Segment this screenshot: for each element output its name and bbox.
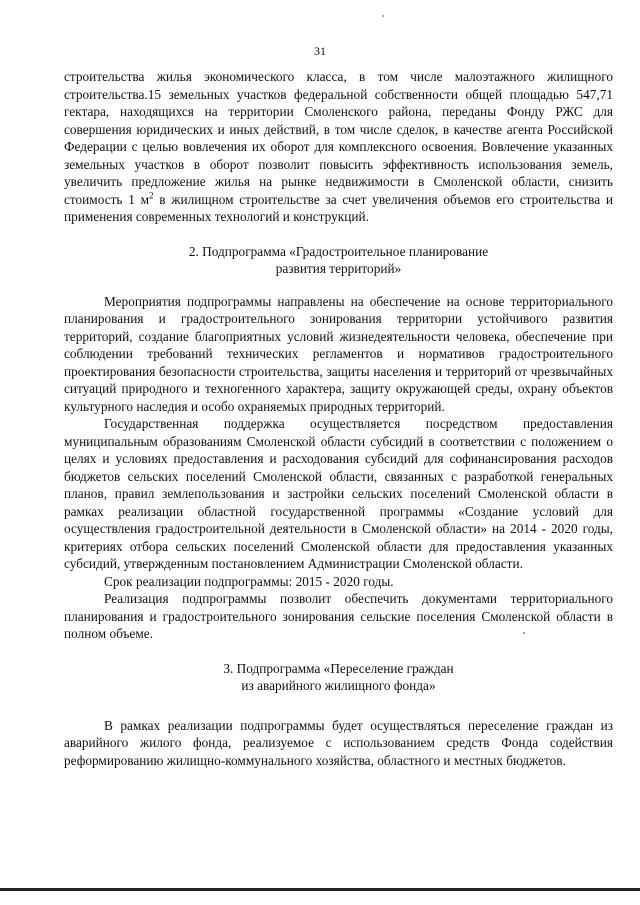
section-2-paragraph: Мероприятия подпрограммы направлены на обеспечение на основе территориального планирования и градостроительного зонирования территории устойчивого развития территорий, создание благоприятных условий жизнедеятельности человека, обеспечение при соблюдении требований технических регламентов и нормативов градостроительного проектирования безопасности строительства, защиты населения и территорий от чрезвычайных ситуаций природного и техногенного характера, защиту окружающей среды, охрану объектов культурного наследия и особо охраняемых природных территорий. [64, 293, 613, 414]
section-3-paragraph: В рамках реализации подпрограммы будет осуществляться переселение граждан из аварийного жилого фонда, реализуемое с использованием средств Фонда содействия реформированию жилищно-коммунального хозяйства, областного и местных бюджетов. [64, 717, 613, 768]
section-2-paragraph: Государственная поддержка осуществляется посредством предоставления муниципальным образованиям Смоленской области субсидий в соответствии с положением о целях и условиях предоставления и расходования субсидий для софинансирования расходов бюджетов сельских поселений Смоленской области, связанных с разработкой генеральных планов, правил землепользования и застройки сельских поселений Смоленской области в рамках реализации областной государственной программы «Создание условий для осуществления градостроительной деятельности в Смоленской области» на 2014 - 2020 годы, критериях отбора сельских поселений Смоленской области для предоставления указанных субсидий, утвержденным постановлением Администрации Смоленской области. [64, 416, 613, 571]
section-2-paragraph: Срок реализации подпрограммы: 2015 - 2020 годы. [104, 573, 394, 589]
section-2-heading [64, 243, 613, 278]
scan-speck [382, 15, 384, 17]
section-3-heading-line2: из аварийного жилищного фонда» [241, 678, 436, 693]
page-number: 31 [314, 44, 326, 58]
intro-paragraph [64, 68, 613, 226]
section-3-heading-line1: 3. Подпрограмма «Переселение граждан [223, 660, 454, 676]
page-bottom-rule [0, 888, 640, 891]
section-2-heading-line1: 2. Подпрограмма «Градостроительное планирование [188, 243, 489, 259]
intro-tail: в жилищном строительстве за счет увеличения объемов его строительства и применения современных технологий и конструкций. [64, 191, 614, 224]
section-3-heading [64, 660, 613, 695]
section-2-heading-line2: развития территорий» [275, 261, 402, 276]
section-2-paragraph: Реализация подпрограммы позволит обеспечить документами территориального планирования и градостроительного зонирования сельские поселения Смоленской области в полном объеме. [64, 591, 613, 641]
intro-text: строительства жилья экономического класса, в том числе малоэтажного жилищного строительства.15 земельных участков федеральной собственности общей площадью 547,71 гектара, находящихся на территории Смоленского района, переданы Фонду РЖС для совершения юридических и иных действий, в том числе сделок, в качестве агента Российской Федерации с целью вовлечения их оборот для комплексного освоения. Вовлечение указанных земельных участков в оборот позволит повысить эффективность использования земель, увеличить предложение жилья на рынке недвижимости в Смоленской области, снизить стоимость 1 м [64, 69, 613, 207]
document-body [64, 68, 613, 769]
intro-superscript: 2 [149, 190, 154, 201]
